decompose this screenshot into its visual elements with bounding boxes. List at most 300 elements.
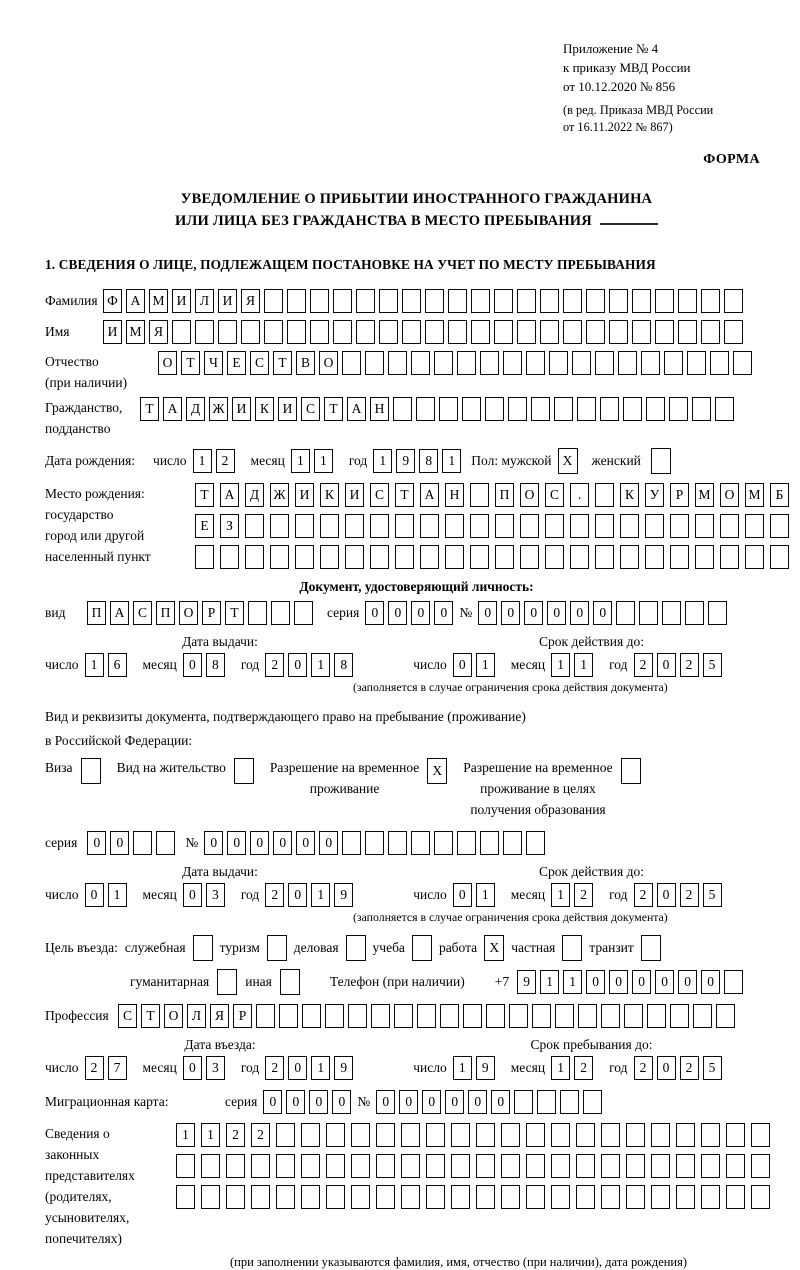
char-box: 0 xyxy=(655,970,674,994)
doc-expiry-month-field[interactable] xyxy=(551,653,593,677)
purpose-private-checkbox[interactable] xyxy=(562,935,582,961)
char-box xyxy=(376,1185,395,1209)
char-box xyxy=(724,970,743,994)
birthplace-label: Место рождения: xyxy=(45,485,145,501)
char-box: 0 xyxy=(227,831,246,855)
permit-issue-day-field[interactable] xyxy=(85,883,127,907)
char-box: М xyxy=(126,320,145,344)
char-box xyxy=(376,1154,395,1178)
char-box: 0 xyxy=(388,601,407,625)
birth-month-field[interactable] xyxy=(291,449,333,473)
char-box xyxy=(751,1123,770,1147)
char-box: Т xyxy=(273,351,292,375)
char-box xyxy=(676,1185,695,1209)
char-box xyxy=(676,1123,695,1147)
char-box xyxy=(370,545,389,569)
char-box: 9 xyxy=(476,1056,495,1080)
char-box: 9 xyxy=(334,883,353,907)
entry-purpose-label: Цель въезда: xyxy=(45,940,118,956)
char-box: Т xyxy=(181,351,200,375)
char-box xyxy=(501,1154,520,1178)
char-box: 1 xyxy=(85,653,104,677)
char-box: С xyxy=(370,483,389,507)
char-box: Я xyxy=(241,289,260,313)
char-box xyxy=(395,545,414,569)
char-box: 0 xyxy=(501,601,520,625)
char-box xyxy=(624,1004,643,1028)
char-box: 1 xyxy=(551,883,570,907)
char-box xyxy=(287,320,306,344)
char-box xyxy=(526,351,545,375)
char-box: 0 xyxy=(183,653,202,677)
char-box: 2 xyxy=(574,883,593,907)
char-box xyxy=(264,320,283,344)
char-box: П xyxy=(87,601,106,625)
char-box xyxy=(651,1185,670,1209)
char-box xyxy=(393,397,412,421)
char-box xyxy=(687,351,706,375)
purpose-transit-checkbox[interactable] xyxy=(641,935,661,961)
migration-card-series-field[interactable] xyxy=(263,1090,351,1114)
purpose-official-label: служебная xyxy=(124,940,186,956)
purpose-work-checkbox[interactable] xyxy=(484,935,504,961)
edu-residence-permit-checkbox[interactable] xyxy=(621,758,641,784)
stay-day-field[interactable] xyxy=(453,1056,495,1080)
char-box: 2 xyxy=(680,653,699,677)
day-label: число xyxy=(153,452,187,468)
char-box xyxy=(287,289,306,313)
char-box: Я xyxy=(149,320,168,344)
char-box: 0 xyxy=(376,1090,395,1114)
char-box: X xyxy=(558,448,578,474)
char-box xyxy=(248,601,267,625)
char-box: О xyxy=(164,1004,183,1028)
char-box: П xyxy=(495,483,514,507)
char-box xyxy=(586,289,605,313)
char-box xyxy=(701,1185,720,1209)
char-box: К xyxy=(320,483,339,507)
char-box: А xyxy=(220,483,239,507)
doc-kind-field[interactable] xyxy=(87,601,313,625)
char-box xyxy=(537,1090,556,1114)
char-box: М xyxy=(695,483,714,507)
doc-expiry-header: Срок действия до: xyxy=(539,633,644,649)
representatives-row1-field[interactable] xyxy=(176,1123,770,1147)
char-box xyxy=(724,289,743,313)
permit-issue-year-field[interactable] xyxy=(265,883,353,907)
patronymic-field[interactable] xyxy=(158,351,752,375)
purpose-humanitarian-checkbox[interactable] xyxy=(217,969,237,995)
char-box xyxy=(576,1154,595,1178)
char-box xyxy=(508,397,527,421)
phone-field[interactable] xyxy=(517,970,743,994)
permit-issue-date-group: число 0 1 месяц 0 3 год 2 0 1 9 xyxy=(45,883,353,907)
char-box xyxy=(426,1185,445,1209)
char-box xyxy=(345,514,364,538)
permit-expiry-day-field[interactable] xyxy=(453,883,495,907)
char-box xyxy=(618,351,637,375)
lastname-field[interactable] xyxy=(103,289,743,313)
char-box xyxy=(276,1185,295,1209)
stay-year-field[interactable] xyxy=(634,1056,722,1080)
char-box xyxy=(583,1090,602,1114)
char-box: 0 xyxy=(332,1090,351,1114)
entry-month-field[interactable] xyxy=(183,1056,225,1080)
birthplace-row2-field[interactable] xyxy=(195,514,789,538)
char-box xyxy=(623,397,642,421)
char-box: 3 xyxy=(206,883,225,907)
permit-issue-month-field[interactable] xyxy=(183,883,225,907)
purpose-business-checkbox[interactable] xyxy=(346,935,366,961)
char-box xyxy=(495,514,514,538)
char-box: 0 xyxy=(609,970,628,994)
char-box xyxy=(451,1123,470,1147)
char-box: 2 xyxy=(680,1056,699,1080)
char-box xyxy=(271,601,290,625)
char-box: 1 xyxy=(108,883,127,907)
char-box xyxy=(532,1004,551,1028)
char-box xyxy=(545,545,564,569)
char-box: С xyxy=(133,601,152,625)
char-box xyxy=(451,1185,470,1209)
char-box xyxy=(401,1123,420,1147)
char-box xyxy=(176,1154,195,1178)
char-box: Д xyxy=(186,397,205,421)
char-box: Л xyxy=(187,1004,206,1028)
citizenship-field[interactable] xyxy=(140,397,734,421)
char-box xyxy=(256,1004,275,1028)
char-box xyxy=(345,545,364,569)
doc-series-field[interactable] xyxy=(365,601,453,625)
residence-permit-checkbox[interactable] xyxy=(234,758,254,784)
char-box xyxy=(554,397,573,421)
doc-kind-label: вид xyxy=(45,604,66,620)
patronymic-label: Отчество xyxy=(45,353,99,369)
firstname-label: Имя xyxy=(45,323,70,339)
entry-day-field[interactable] xyxy=(85,1056,127,1080)
char-box: 5 xyxy=(703,653,722,677)
phone-label: Телефон (при наличии) xyxy=(329,974,465,990)
char-box xyxy=(402,289,421,313)
char-box: О xyxy=(179,601,198,625)
year-label: год xyxy=(348,452,368,468)
char-box xyxy=(279,1004,298,1028)
visa-label: Виза xyxy=(45,760,73,776)
char-box xyxy=(578,1004,597,1028)
char-box xyxy=(333,320,352,344)
char-box xyxy=(626,1154,645,1178)
char-box xyxy=(645,514,664,538)
purpose-other-checkbox[interactable] xyxy=(280,969,300,995)
char-box: О xyxy=(720,483,739,507)
char-box xyxy=(471,320,490,344)
char-box: З xyxy=(220,514,239,538)
char-box: А xyxy=(110,601,129,625)
edu-residence-permit-label: Разрешение на временное проживание в целях получения образования xyxy=(463,760,613,818)
char-box: Т xyxy=(395,483,414,507)
representatives-note: (при заполнении указываются фамилия, имя, отчество (при наличии), дата рождения) xyxy=(230,1255,688,1270)
char-box xyxy=(251,1185,270,1209)
char-box: 0 xyxy=(593,601,612,625)
char-box xyxy=(676,1154,695,1178)
char-box xyxy=(551,1154,570,1178)
char-box xyxy=(692,397,711,421)
birthplace-row1-field[interactable] xyxy=(195,483,789,507)
phone-prefix: +7 xyxy=(494,974,510,990)
char-box xyxy=(351,1123,370,1147)
char-box xyxy=(751,1185,770,1209)
char-box: 1 xyxy=(551,653,570,677)
char-box xyxy=(301,1123,320,1147)
char-box xyxy=(193,935,213,961)
temp-residence-permit-label: Разрешение на временное проживание xyxy=(269,760,420,797)
char-box: 0 xyxy=(288,1056,307,1080)
char-box xyxy=(620,514,639,538)
char-box xyxy=(708,601,727,625)
char-box: 2 xyxy=(251,1123,270,1147)
permit-expiry-header: Срок действия до: xyxy=(539,864,644,880)
migration-card-number-label: № xyxy=(357,1094,371,1110)
char-box xyxy=(545,514,564,538)
birth-year-field[interactable] xyxy=(373,449,461,473)
char-box: 2 xyxy=(226,1123,245,1147)
char-box xyxy=(570,545,589,569)
char-box: 8 xyxy=(419,449,438,473)
char-box: 9 xyxy=(396,449,415,473)
char-box: 0 xyxy=(445,1090,464,1114)
gender-male-label: Пол: мужской xyxy=(471,452,552,468)
representatives-row2-field[interactable] xyxy=(176,1154,770,1178)
char-box: 0 xyxy=(422,1090,441,1114)
char-box: Ч xyxy=(204,351,223,375)
char-box: 2 xyxy=(680,883,699,907)
birthplace-row3-field[interactable] xyxy=(195,545,789,569)
char-box xyxy=(503,831,522,855)
char-box: 3 xyxy=(206,1056,225,1080)
char-box xyxy=(251,1154,270,1178)
migration-card-number-field[interactable] xyxy=(376,1090,602,1114)
form-title-line2: ИЛИ ЛИЦА БЕЗ ГРАЖДАНСТВА В МЕСТО ПРЕБЫВАНИЯ xyxy=(45,210,788,232)
char-box xyxy=(310,289,329,313)
representatives-row3-field[interactable] xyxy=(176,1185,770,1209)
representatives-label: Сведения о xyxy=(45,1126,110,1142)
arrival-notification-form: Приложение № 4 к приказу МВД России от 10.12.2020 № 856 (в ред. Приказа МВД России от 16.11.2022 № 867) ФОРМА УВЕДОМЛЕНИЕ О ПРИБЫТИИ ИНОСТРАННОГО ГРАЖДАНИНА ИЛИ ЛИЦА БЕЗ ГРАЖДАНСТВА В МЕСТО ПРЕБЫВАНИЯ 1. СВЕДЕНИЯ О ЛИЦЕ, ПОДЛЕЖАЩЕМ ПОСТАНОВКЕ НА УЧЕТ ПО МЕСТУ ПРЕБЫВАНИЯ Фамилия Ф А М И Л И Я Имя И М Я Отчество (при наличии) О Т Ч Е С Т В О Гражданство, подданство Т А Д Ж И К И С Т А Н Дата рождения: число 1 2 месяц 1 1 год 1 9 8 1 Пол: мужской X женский Место рождения: государство город или другой населенный пункт Т А Д Ж И К И С Т А Н П О С . К У Р М О М Б Е З Документ, удостоверяющий личность: вид П А С П О Р Т серия 0 0 0 0 № 0 0 0 0 0 0 Дата выдачи: Срок действия до: число 1 6 месяц 0 8 год 2 0 1 8 число 0 1 месяц 1 1 год 2 0 2 5 (заполняется в случае ограничения срока действия документа) Вид и реквизиты документа, подтверждающего право на пребывание (проживание) в Российской Федерации: Виза Вид на жительство Разрешение на временное проживание X Разрешение на временное проживание в целях получения образования серия 0 0 № 0 0 0 0 0 0 Дата выдачи: Срок действия до: число 0 1 месяц 0 3 год 2 0 1 9 число 0 1 месяц 1 2 год 2 0 2 5 (заполняется в случае ограничения срока действия документа) Цель въезда: служебная туризм деловая учеба работа X частная транзит гуманитарная иная Телефон (при наличии) +7 9 1 1 0 0 0 0 0 0 Профессия С Т О Л Я Р Дата въезда: Срок пребывания до: число 2 7 месяц 0 3 год 2 0 1 9 число 1 9 месяц 1 2 год 2 0 2 5 Миграционная карта: серия 0 0 0 0 № 0 0 0 0 0 0 Сведения о законных представителях (родителях, усыновителях, попечителях) 1 1 2 2 (при заполнении указываются фамилия, имя, отчество (при наличии), дата рождения) xyxy=(0,0,800,1163)
char-box xyxy=(540,289,559,313)
permit-series-field[interactable] xyxy=(87,831,175,855)
char-box xyxy=(394,1004,413,1028)
char-box xyxy=(470,545,489,569)
purpose-study-label: учеба xyxy=(372,940,405,956)
purpose-humanitarian-label: гуманитарная xyxy=(130,974,210,990)
char-box xyxy=(379,320,398,344)
purpose-other-label: иная xyxy=(245,974,272,990)
appendix-line: Приложение № 4 xyxy=(563,41,659,56)
residence-doc-intro: Вид и реквизиты документа, подтверждающего право на пребывание (проживание) в Российской Федерации: xyxy=(45,708,526,749)
char-box xyxy=(601,1185,620,1209)
char-box: А xyxy=(126,289,145,313)
char-box: П xyxy=(156,601,175,625)
entry-year-field[interactable] xyxy=(265,1056,353,1080)
purpose-tourism-checkbox[interactable] xyxy=(267,935,287,961)
char-box: 9 xyxy=(334,1056,353,1080)
char-box xyxy=(245,514,264,538)
char-box xyxy=(601,1123,620,1147)
char-box xyxy=(595,545,614,569)
char-box: 2 xyxy=(574,1056,593,1080)
doc-number-label: № xyxy=(459,604,473,620)
char-box: 0 xyxy=(183,883,202,907)
char-box: У xyxy=(645,483,664,507)
char-box xyxy=(426,1154,445,1178)
char-box xyxy=(540,320,559,344)
char-box: Р xyxy=(202,601,221,625)
char-box: 0 xyxy=(288,653,307,677)
char-box xyxy=(351,1154,370,1178)
doc-expiry-day-field[interactable] xyxy=(453,653,495,677)
char-box xyxy=(395,514,414,538)
char-box: М xyxy=(149,289,168,313)
char-box xyxy=(595,351,614,375)
char-box: Т xyxy=(140,397,159,421)
char-box: 1 xyxy=(574,653,593,677)
char-box xyxy=(685,601,704,625)
char-box: 1 xyxy=(453,1056,472,1080)
edu-residence-permit-option xyxy=(463,758,640,821)
permit-expiry-year-field[interactable] xyxy=(634,883,722,907)
char-box xyxy=(411,351,430,375)
char-box: 2 xyxy=(216,449,235,473)
char-box: 7 xyxy=(108,1056,127,1080)
temp-residence-permit-checkbox[interactable] xyxy=(427,758,447,784)
char-box xyxy=(470,483,489,507)
char-box: 0 xyxy=(491,1090,510,1114)
char-box xyxy=(302,1004,321,1028)
char-box xyxy=(632,320,651,344)
char-box xyxy=(439,397,458,421)
char-box: 5 xyxy=(703,1056,722,1080)
char-box: 0 xyxy=(524,601,543,625)
char-box xyxy=(295,545,314,569)
char-box: X xyxy=(427,758,447,784)
char-box: О xyxy=(520,483,539,507)
char-box xyxy=(156,831,175,855)
char-box: 0 xyxy=(434,601,453,625)
char-box xyxy=(646,397,665,421)
char-box xyxy=(716,1004,735,1028)
char-box xyxy=(733,351,752,375)
char-box xyxy=(555,1004,574,1028)
char-box xyxy=(325,1004,344,1028)
gender-female-checkbox[interactable] xyxy=(651,448,671,474)
birthplace-label-city1: город или другой xyxy=(45,527,145,543)
char-box xyxy=(770,514,789,538)
char-box xyxy=(639,601,658,625)
char-box: 1 xyxy=(311,883,330,907)
char-box: 0 xyxy=(570,601,589,625)
char-box xyxy=(655,289,674,313)
gender-female-label: женский xyxy=(591,452,641,468)
doc-expiry-year-field[interactable] xyxy=(634,653,722,677)
char-box xyxy=(651,1154,670,1178)
char-box: X xyxy=(484,935,504,961)
char-box xyxy=(495,545,514,569)
permit-number-field[interactable] xyxy=(204,831,545,855)
char-box: К xyxy=(255,397,274,421)
char-box xyxy=(172,320,191,344)
doc-issue-year-field[interactable] xyxy=(265,653,353,677)
stay-month-field[interactable] xyxy=(551,1056,593,1080)
section1-heading: 1. СВЕДЕНИЯ О ЛИЦЕ, ПОДЛЕЖАЩЕМ ПОСТАНОВКЕ НА УЧЕТ ПО МЕСТУ ПРЕБЫВАНИЯ xyxy=(45,256,656,272)
char-box xyxy=(632,289,651,313)
char-box xyxy=(486,1004,505,1028)
migration-card-label: Миграционная карта: xyxy=(45,1094,169,1110)
doc-number-field[interactable] xyxy=(478,601,727,625)
char-box: И xyxy=(278,397,297,421)
birth-day-field[interactable] xyxy=(193,449,235,473)
char-box: 1 xyxy=(314,449,333,473)
char-box xyxy=(514,1090,533,1114)
char-box xyxy=(494,289,513,313)
char-box xyxy=(647,1004,666,1028)
permit-expiry-month-field[interactable] xyxy=(551,883,593,907)
char-box xyxy=(476,1123,495,1147)
appendix-line: от 10.12.2020 № 856 xyxy=(563,78,676,94)
char-box: 6 xyxy=(108,653,127,677)
char-box: 0 xyxy=(183,1056,202,1080)
char-box xyxy=(562,935,582,961)
char-box: Б xyxy=(770,483,789,507)
amendment-line: от 16.11.2022 № 867) xyxy=(563,119,673,134)
profession-label: Профессия xyxy=(45,1008,109,1024)
char-box: 0 xyxy=(399,1090,418,1114)
char-box xyxy=(280,969,300,995)
profession-field[interactable] xyxy=(118,1004,735,1028)
char-box xyxy=(651,1123,670,1147)
char-box xyxy=(726,1123,745,1147)
char-box xyxy=(601,1154,620,1178)
permit-series-label: серия xyxy=(45,835,78,851)
char-box xyxy=(480,351,499,375)
visa-checkbox[interactable] xyxy=(81,758,101,784)
char-box: И xyxy=(232,397,251,421)
char-box xyxy=(701,320,720,344)
gender-male-checkbox[interactable] xyxy=(558,448,578,474)
char-box xyxy=(471,289,490,313)
permit-expiry-date-group: число 0 1 месяц 1 2 год 2 0 2 5 xyxy=(413,883,721,907)
char-box xyxy=(501,1185,520,1209)
purpose-study-checkbox[interactable] xyxy=(412,935,432,961)
char-box xyxy=(549,351,568,375)
char-box xyxy=(276,1154,295,1178)
char-box xyxy=(520,514,539,538)
firstname-field[interactable] xyxy=(103,320,743,344)
char-box xyxy=(526,1185,545,1209)
char-box xyxy=(678,289,697,313)
char-box xyxy=(526,1154,545,1178)
doc-issue-day-field[interactable] xyxy=(85,653,127,677)
char-box xyxy=(476,1154,495,1178)
doc-series-label: серия xyxy=(327,604,360,620)
char-box: 0 xyxy=(478,601,497,625)
char-box xyxy=(388,831,407,855)
char-box xyxy=(346,935,366,961)
char-box xyxy=(720,545,739,569)
purpose-official-checkbox[interactable] xyxy=(193,935,213,961)
doc-issue-month-field[interactable] xyxy=(183,653,225,677)
char-box xyxy=(701,1154,720,1178)
char-box xyxy=(411,831,430,855)
char-box xyxy=(720,514,739,538)
